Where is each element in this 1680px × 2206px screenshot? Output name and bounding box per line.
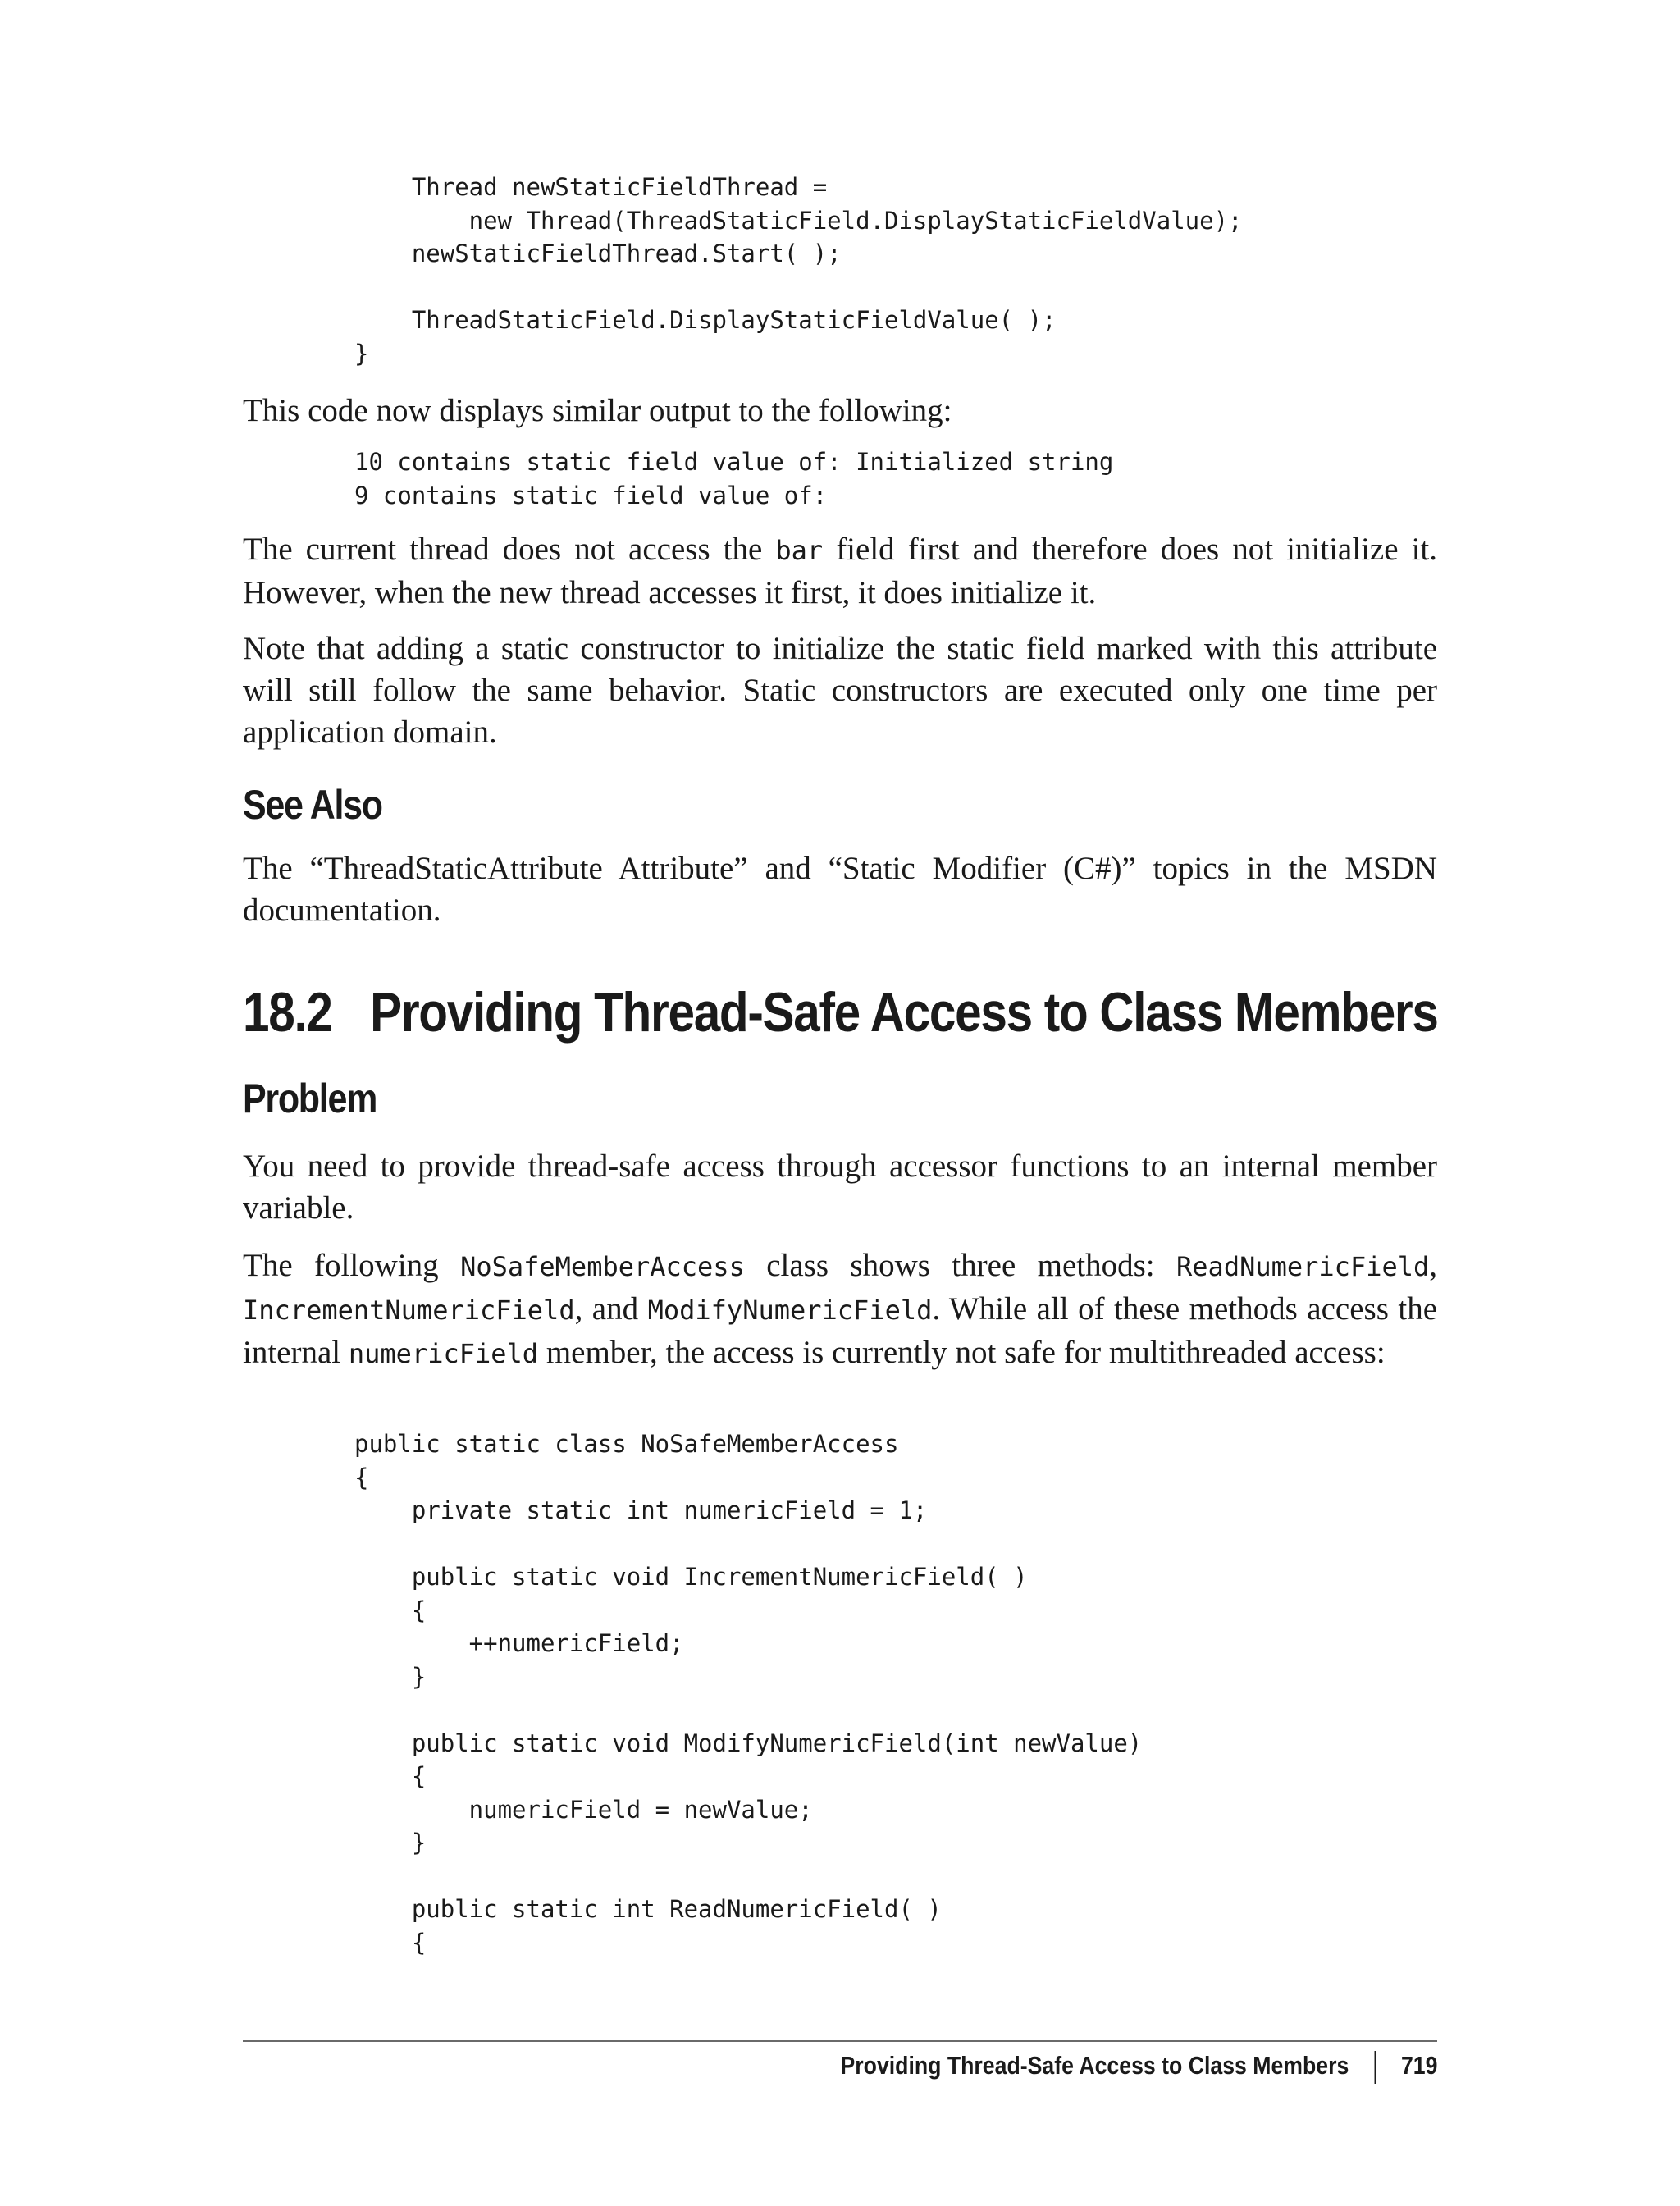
page-number: 719 bbox=[1400, 2051, 1437, 2080]
problem-heading: Problem bbox=[243, 1076, 377, 1121]
inline-code-bar: bar bbox=[775, 535, 824, 566]
text-run: The following bbox=[243, 1248, 461, 1283]
paragraph-problem: You need to provide thread-safe access through accessor functions to an internal member variable. bbox=[243, 1149, 1437, 1226]
section-heading bbox=[243, 980, 1438, 1044]
inline-code-increment-method: IncrementNumericField bbox=[243, 1295, 575, 1326]
running-title: Providing Thread-Safe Access to Class Members bbox=[840, 2051, 1349, 2080]
inline-code-read-method: ReadNumericField bbox=[1176, 1251, 1430, 1282]
page-footer bbox=[840, 2051, 1437, 2084]
paragraph-output-intro: This code now displays similar output to the following: bbox=[243, 393, 952, 428]
paragraph-note: Note that adding a static constructor to initialize the static field marked with this attribute will still follow the same behavior. Static constructors are executed only one time per application domain. bbox=[243, 631, 1437, 750]
paragraph-see-also: The “ThreadStaticAttribute Attribute” and “Static Modifier (C#)” topics in the MSDN documentation. bbox=[243, 851, 1437, 928]
inline-code-modify-method: ModifyNumericField bbox=[647, 1295, 933, 1326]
footer-separator bbox=[1374, 2051, 1376, 2084]
inline-code-field: numericField bbox=[348, 1338, 539, 1369]
text-run: , bbox=[1429, 1248, 1438, 1283]
section-title: Providing Thread-Safe Access to Class Members bbox=[370, 981, 1438, 1044]
code-block-output: 10 contains static field value of: Initialized string 9 contains static field value of: bbox=[354, 448, 1114, 509]
inline-code-class-name: NoSafeMemberAccess bbox=[460, 1251, 745, 1282]
text-run: member, the access is currently not safe for multithreaded access: bbox=[538, 1335, 1386, 1370]
section-number: 18.2 bbox=[243, 981, 332, 1044]
text-run: field first and therefore does not initialize it. However, when the new thread accesses it first, it does initialize it. bbox=[243, 532, 1437, 610]
paragraph-following bbox=[243, 1245, 1437, 1375]
footer-rule bbox=[243, 2040, 1437, 2042]
code-block-thread-start: Thread newStaticFieldThread = new Thread(ThreadStaticField.DisplayStaticFieldValue); newStaticFieldThread.Start( ); ThreadStaticField.DisplayStaticFieldValue( ); } bbox=[354, 173, 1243, 368]
text-run: , and bbox=[574, 1291, 648, 1327]
paragraph-current-thread bbox=[243, 528, 1437, 614]
text-run: . While all of these methods access the internal bbox=[243, 1291, 1438, 1370]
text-run: class shows three methods: bbox=[744, 1248, 1177, 1283]
code-block-class: public static class NoSafeMemberAccess { private static int numericField = 1; public static void IncrementNumericField( ) { ++numericField; } public static void ModifyNumericField(int newValue) { numericField = newValue; } public static int ReadNumericField( ) { bbox=[354, 1430, 1143, 1957]
see-also-heading: See Also bbox=[243, 782, 382, 828]
text-run: The current thread does not access the bbox=[243, 532, 776, 567]
